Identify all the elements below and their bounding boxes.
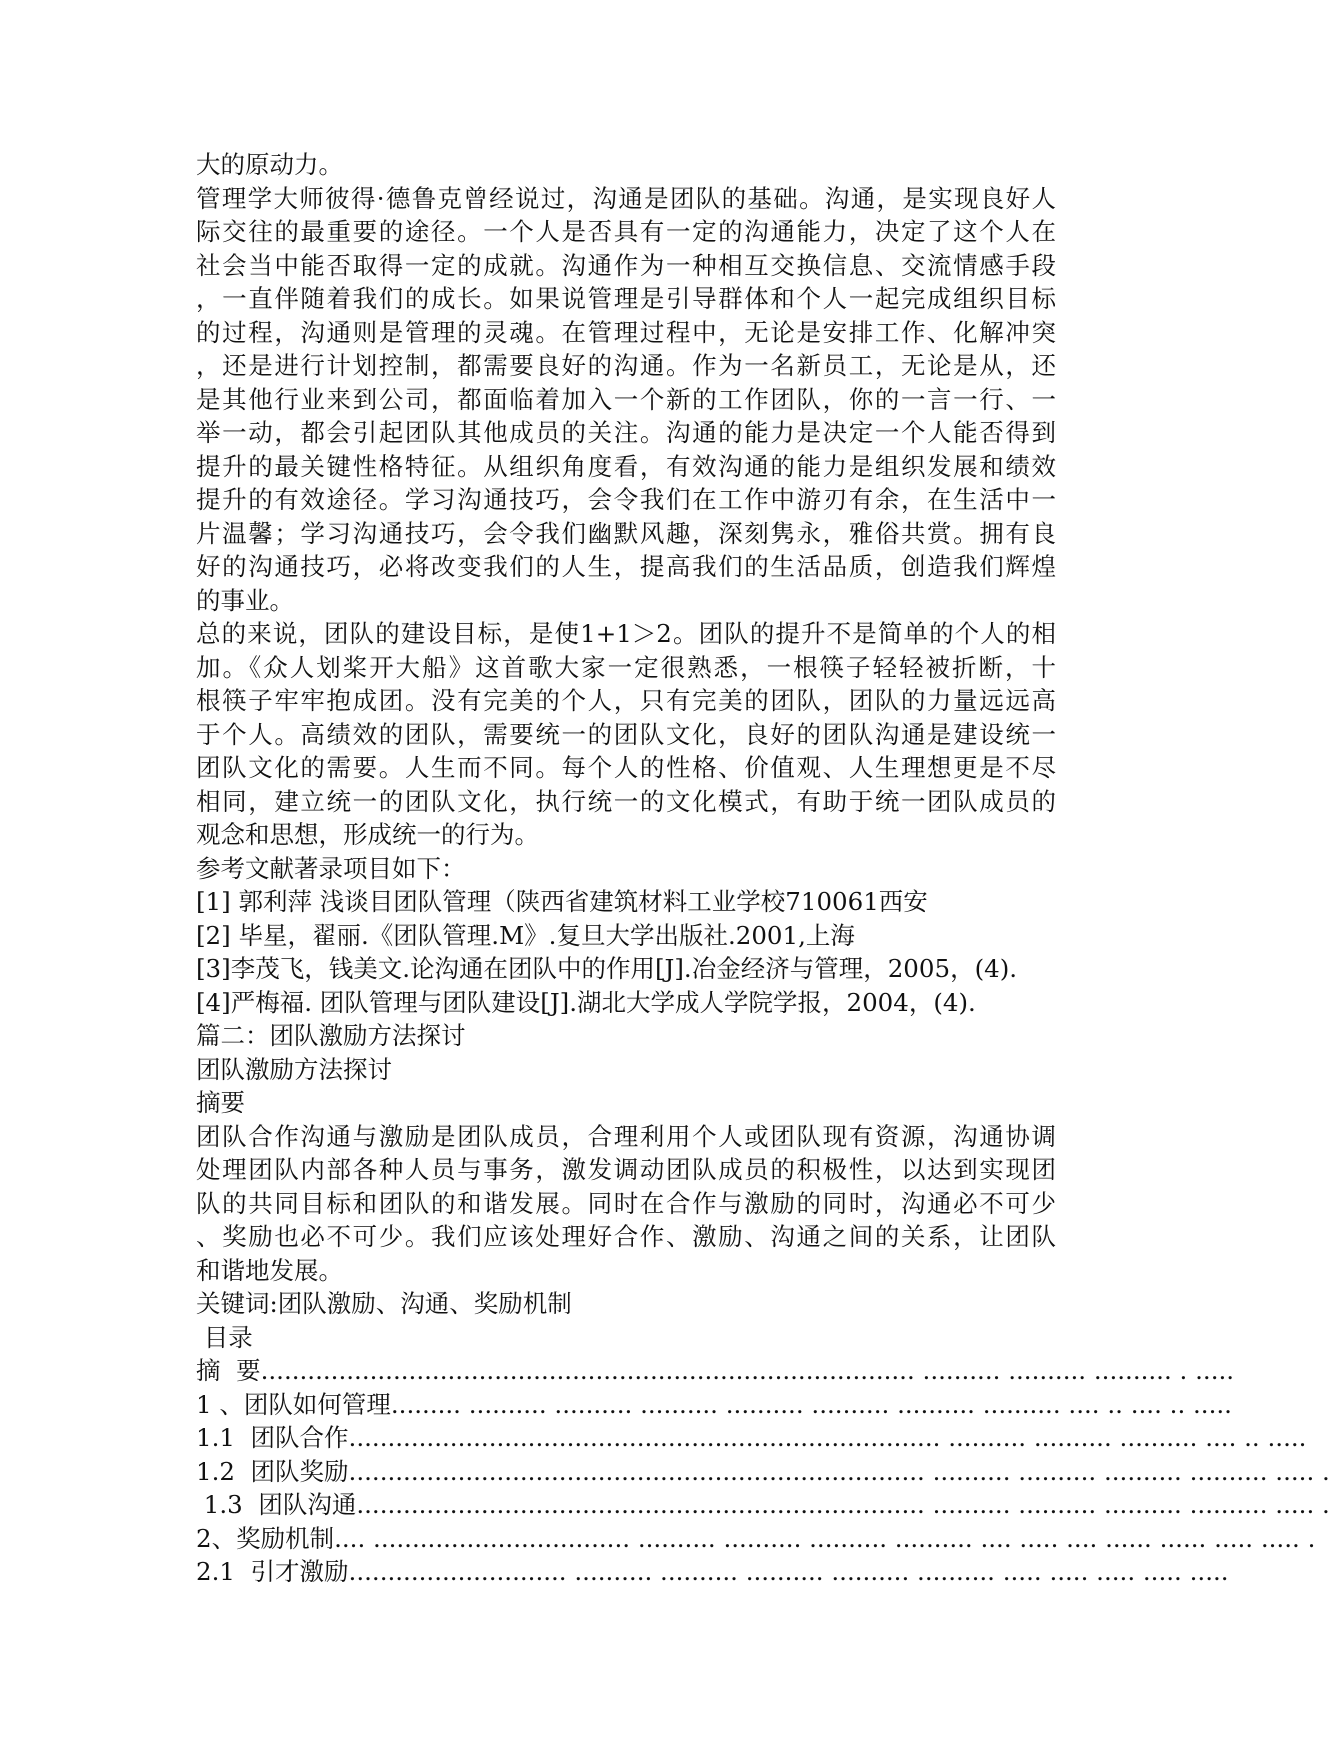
toc-entry[interactable]: 1.3 团队沟通......................................................................... .......... .......... .......... .......... ..... . [196, 1490, 1330, 1519]
paragraph-line: 是其他行业来到公司，都面临着加入一个新的工作团队，你的一言一行、一 [196, 384, 1056, 414]
paragraph-line: 社会当中能否取得一定的成就。沟通作为一种相互交换信息、交流情感手段 [196, 250, 1056, 280]
paragraph-communication [196, 182, 1056, 618]
toc-entry[interactable]: 1.1 团队合作............................................................................ .......... .......... .......... .... .. ..... [196, 1423, 1307, 1452]
table-of-contents [196, 1354, 1330, 1589]
reference-item: [4]严梅福. 团队管理与团队建设[J].湖北大学成人学院学报，2004，(4). [196, 987, 976, 1017]
paragraph-line: 根筷子牢牢抱成团。没有完美的个人，只有完美的团队，团队的力量远远高 [196, 686, 1056, 715]
paragraph-line: 的过程，沟通则是管理的灵魂。在管理过程中，无论是安排工作、化解冲突 [196, 317, 1056, 347]
toc-entry[interactable]: 2.1 引才激励............................ .......... .......... .......... .......... .......... ..... ..... ..... ..... ..... [196, 1557, 1229, 1586]
keywords: 关键词:团队激励、沟通、奖励机制 [196, 1289, 572, 1318]
paragraph-line: 、奖励也必不可少。我们应该处理好合作、激励、沟通之间的关系，让团队 [196, 1222, 1056, 1251]
paragraph-line: 提升的最关键性格特征。从组织角度看，有效沟通的能力是组织发展和绩效 [196, 451, 1056, 481]
intro-tail: 大的原动力。 [196, 150, 343, 179]
toc-entry[interactable]: 1.2 团队奖励.......................................................................... .......... .......... .......... .......... ..... . [196, 1456, 1330, 1486]
paragraph-line: 提升的有效途径。学习沟通技巧，会令我们在工作中游刃有余，在生活中一 [196, 485, 1056, 514]
document-page [196, 148, 1330, 1589]
paragraph-line: 的事业。 [196, 585, 294, 615]
references-heading: 参考文献著录项目如下： [196, 853, 466, 883]
paragraph-line: 团队文化的需要。人生而不同。每个人的性格、价值观、人生理想更是不尽 [196, 753, 1056, 782]
paragraph-line: 和谐地发展。 [196, 1255, 343, 1285]
paragraph-line: 片温馨；学习沟通技巧，会令我们幽默风趣，深刻隽永，雅俗共赏。拥有良 [196, 518, 1056, 548]
reference-item: [2] 毕星，翟丽.《团队管理.M》.复旦大学出版社.2001,上海 [196, 920, 855, 950]
paragraph-team-goal [196, 617, 1056, 852]
abstract-heading: 摘要 [196, 1088, 245, 1117]
paragraph-line: 观念和思想，形成统一的行为。 [196, 820, 539, 849]
toc-entry[interactable]: 摘 要.................................................................................... .......... .......... .......... . ..... [196, 1356, 1235, 1385]
reference-item: [1] 郭利萍 浅谈目团队管理（陕西省建筑材料工业学校710061西安 [196, 887, 928, 916]
paragraph-line: 管理学大师彼得·德鲁克曾经说过，沟通是团队的基础。沟通，是实现良好人 [196, 183, 1056, 213]
toc-entry[interactable]: 1 、团队如何管理......... .......... .......... .......... .......... .......... .......... .......... .... .. .... .. ..... [196, 1389, 1232, 1419]
toc-heading: 目录 [196, 1322, 253, 1352]
toc-entry[interactable]: 2、奖励机制.... ................................. .......... .......... .......... .......... .... ..... .... ...... ...... ..... ..... . [196, 1523, 1316, 1553]
paragraph-line: 队的共同目标和团队的和谐发展。同时在合作与激励的同时，沟通必不可少 [196, 1188, 1056, 1218]
paragraph-line: 总的来说，团队的建设目标，是使1+1＞2。团队的提升不是简单的个人的相 [196, 619, 1056, 648]
paragraph-line: 加。《众人划桨开大船》这首歌大家一定很熟悉，一根筷子轻轻被折断，十 [196, 652, 1056, 682]
paragraph-line: ，还是进行计划控制，都需要良好的沟通。作为一名新员工，无论是从，还 [196, 351, 1056, 380]
paragraph-line: 举一动，都会引起团队其他成员的关注。沟通的能力是决定一个人能否得到 [196, 418, 1056, 447]
paragraph-line: 于个人。高绩效的团队，需要统一的团队文化，良好的团队沟通是建设统一 [196, 719, 1056, 749]
part2-title: 团队激励方法探讨 [196, 1054, 392, 1084]
references-list [196, 885, 1056, 1019]
paragraph-line: 好的沟通技巧，必将改变我们的人生，提高我们的生活品质，创造我们辉煌 [196, 552, 1056, 581]
abstract-paragraph [196, 1120, 1056, 1288]
paragraph-line: ，一直伴随着我们的成长。如果说管理是引导群体和个人一起完成组织目标 [196, 284, 1056, 313]
part2-heading: 篇二：团队激励方法探讨 [196, 1021, 466, 1050]
paragraph-line: 际交往的最重要的途径。一个人是否具有一定的沟通能力，决定了这个人在 [196, 217, 1056, 246]
reference-item: [3]李茂飞，钱美文.论沟通在团队中的作用[J].冶金经济与管理，2005，(4). [196, 954, 1018, 983]
paragraph-line: 相同，建立统一的团队文化，执行统一的文化模式，有助于统一团队成员的 [196, 786, 1056, 816]
paragraph-line: 团队合作沟通与激励是团队成员，合理利用个人或团队现有资源，沟通协调 [196, 1121, 1056, 1151]
paragraph-line: 处理团队内部各种人员与事务，激发调动团队成员的积极性，以达到实现团 [196, 1155, 1056, 1184]
